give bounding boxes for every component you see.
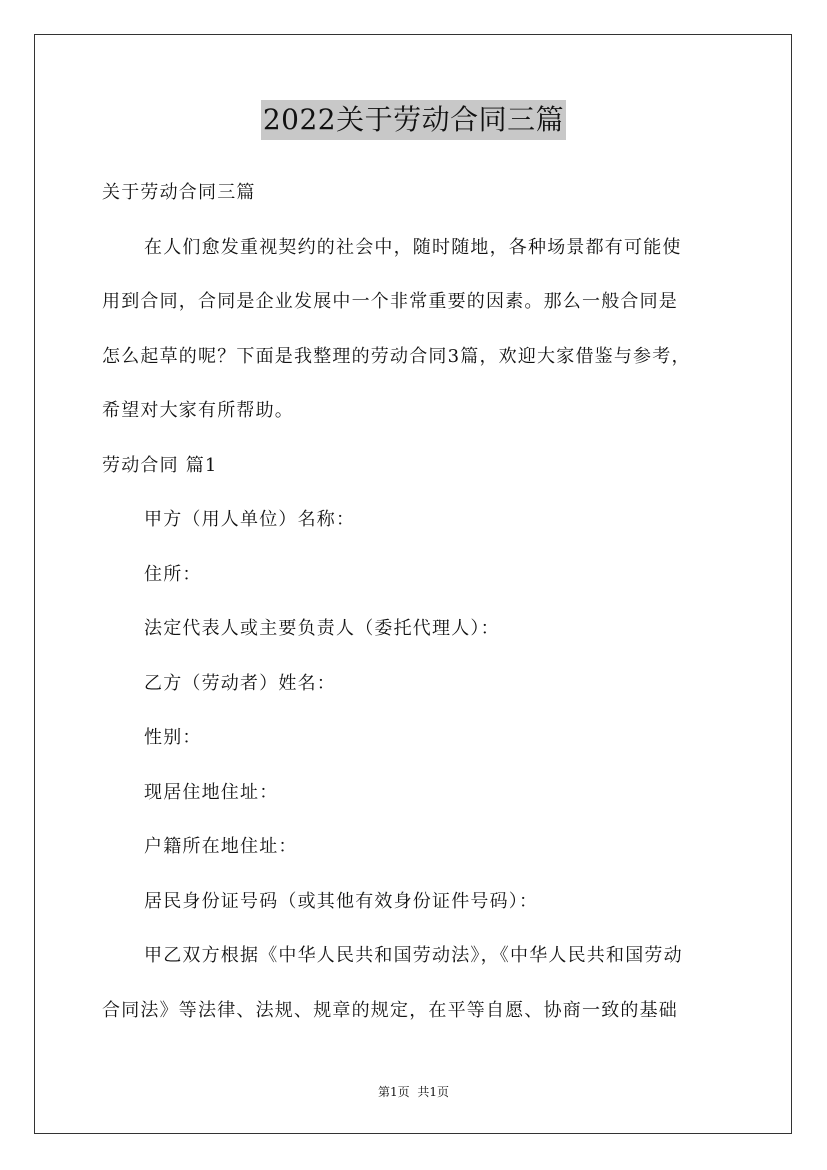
text-line: 怎么起草的呢？下面是我整理的劳动合同3篇，欢迎大家借鉴与参考， [102, 345, 691, 367]
document-title: 2022关于劳动合同三篇 [261, 100, 566, 140]
text-line: 现居住地住址： [144, 781, 279, 803]
text-line: 性别： [144, 727, 202, 748]
text-line: 甲乙双方根据《中华人民共和国劳动法》，《中华人民共和国劳动 [144, 945, 683, 966]
text-line: 合同法》等法律、法规、规章的规定，在平等自愿、协商一致的基础 [102, 999, 678, 1021]
text-line: 关于劳动合同三篇 [102, 182, 256, 203]
title-container [0, 100, 827, 140]
text-line: 甲方（用人单位）名称： [144, 509, 356, 530]
text-line: 希望对大家有所帮助。 [102, 400, 294, 421]
text-line: 乙方（劳动者）姓名： [144, 672, 336, 694]
text-line: 户籍所在地住址： [144, 836, 298, 857]
text-line: 用到合同，合同是企业发展中一个非常重要的因素。那么一般合同是 [102, 291, 678, 312]
page-footer [0, 1083, 827, 1100]
document-body [102, 166, 732, 1038]
page-total: 共1页 [417, 1085, 450, 1099]
text-line: 法定代表人或主要负责人（委托代理人）： [144, 618, 500, 639]
text-line: 住所： [144, 563, 202, 585]
text-line: 居民身份证号码（或其他有效身份证件号码）： [144, 890, 539, 912]
text-line: 在人们愈发重视契约的社会中，随时随地，各种场景都有可能使 [144, 236, 682, 258]
text-line: 劳动合同 篇1 [102, 454, 218, 476]
page-number: 第1页 [377, 1085, 410, 1099]
